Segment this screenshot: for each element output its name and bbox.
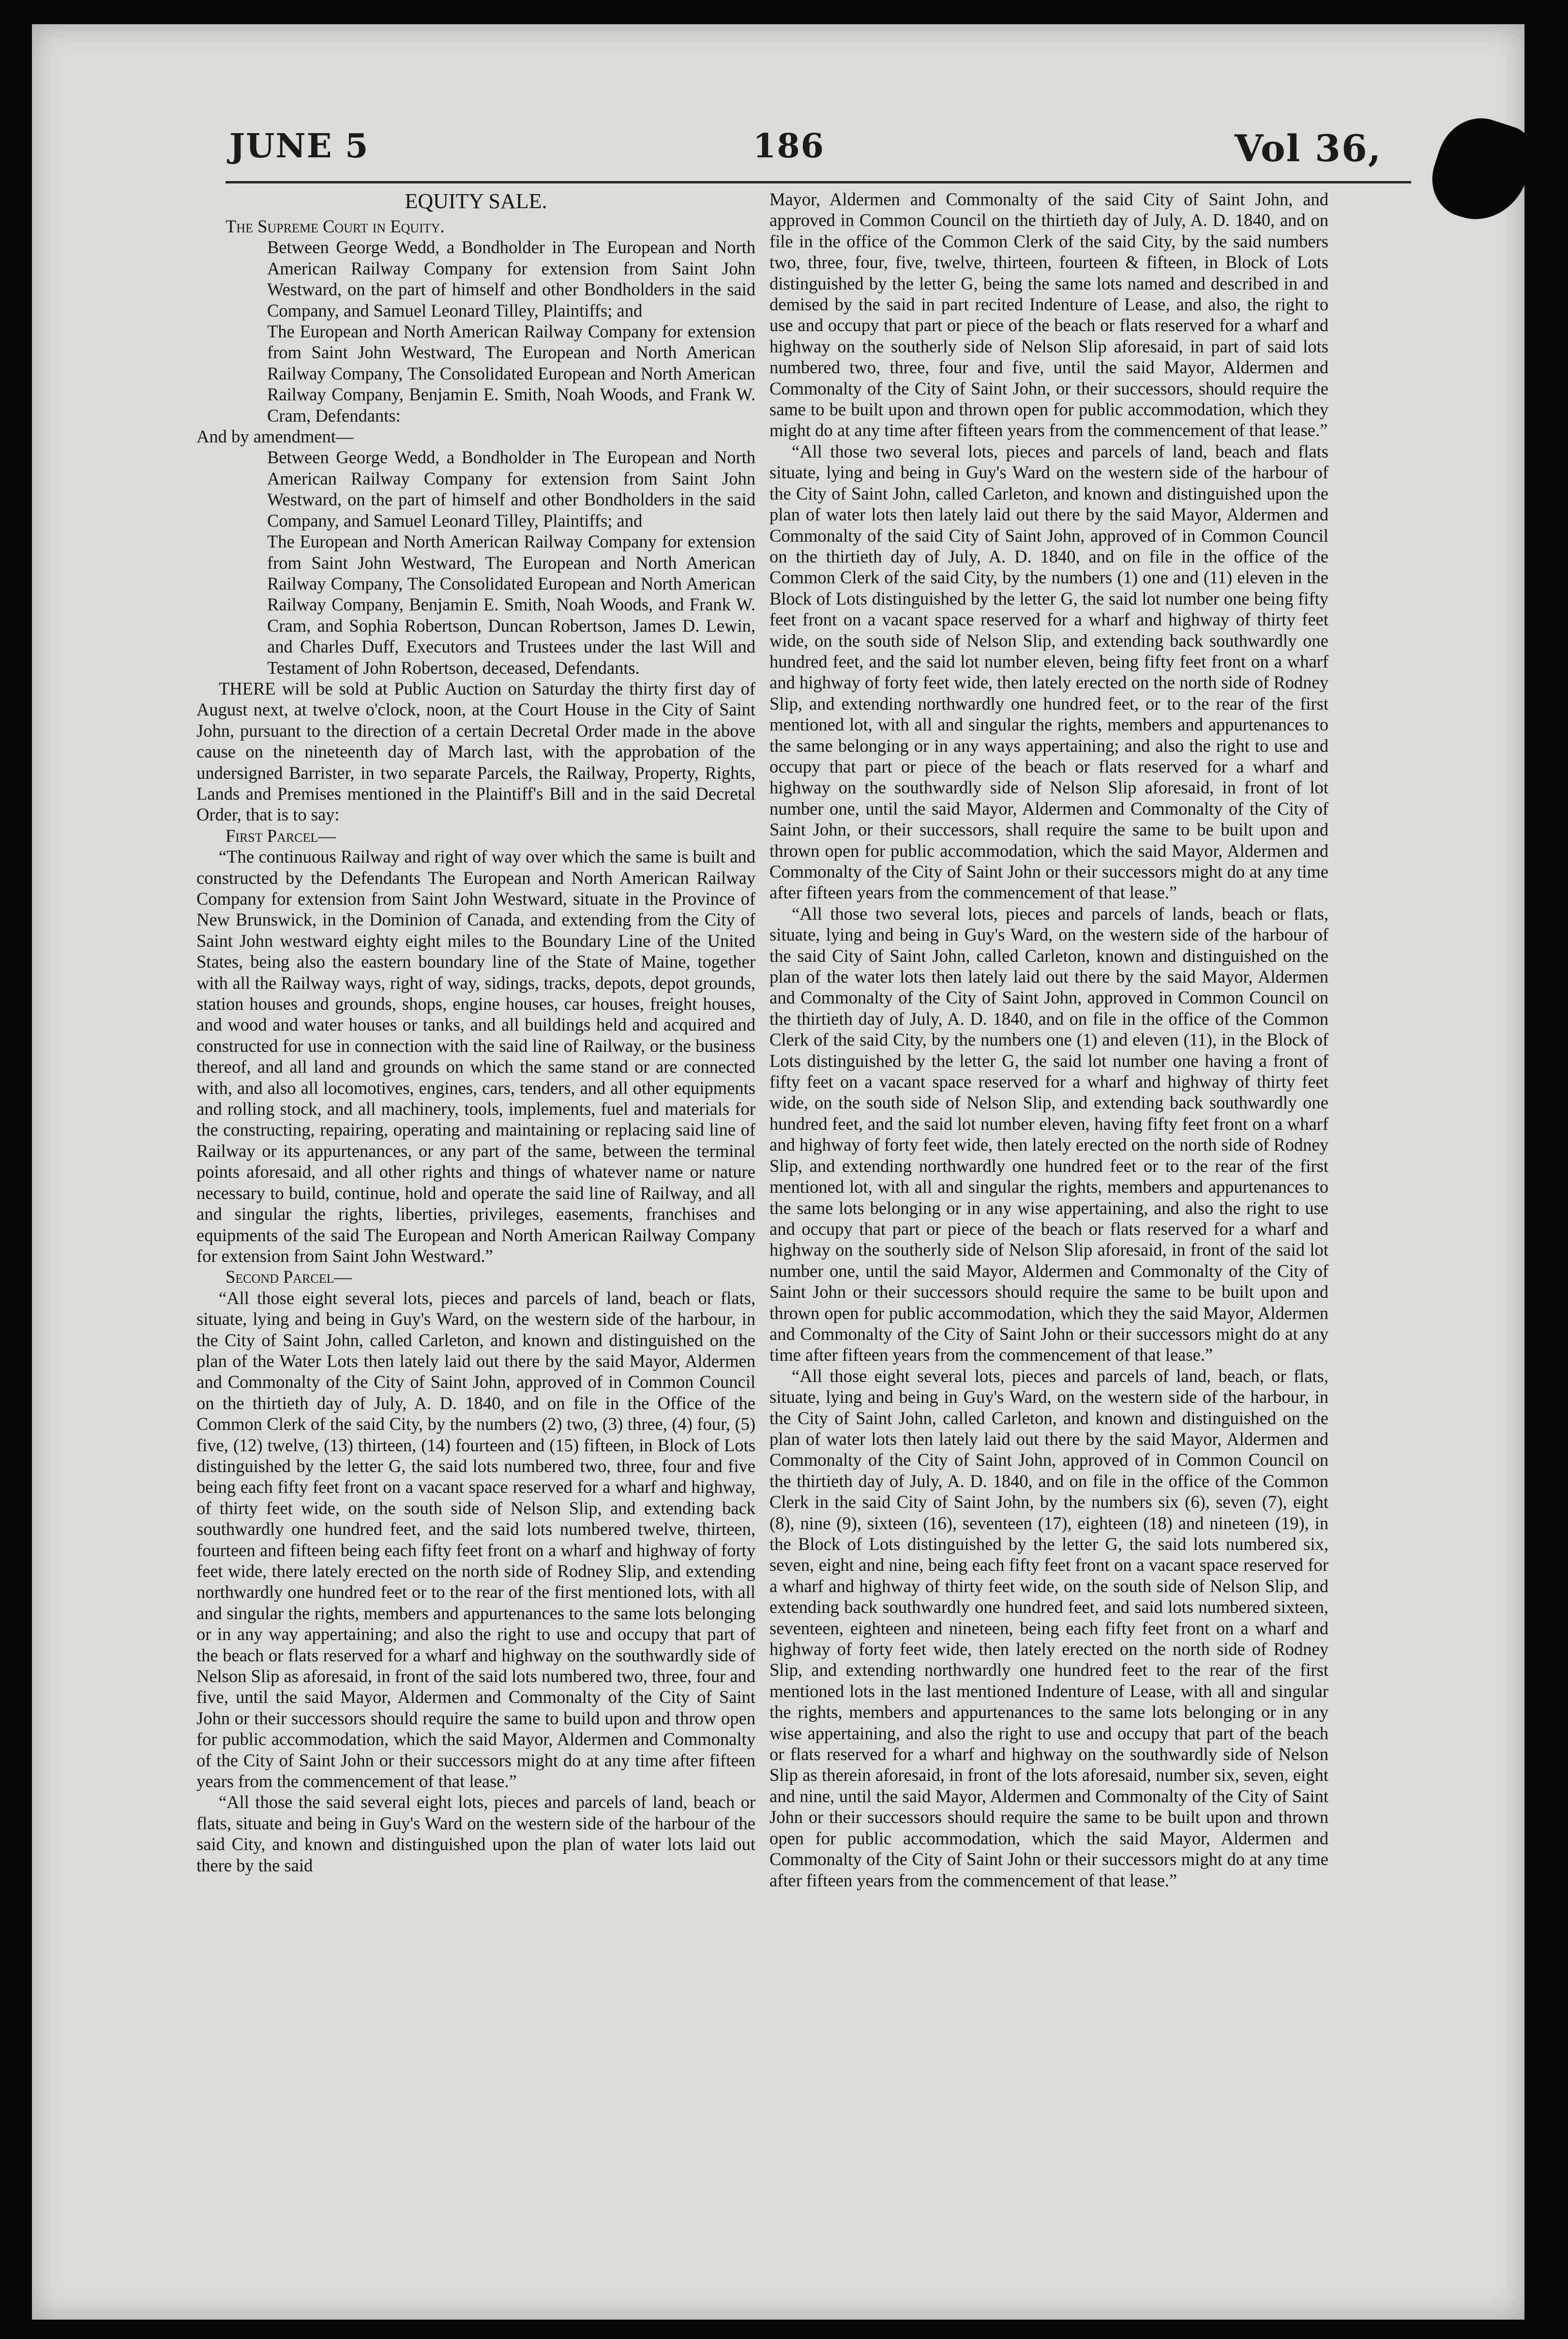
- header-volume: Vol 36,: [1235, 127, 1382, 170]
- continuation-text: “All those the said several eight lots, pieces and parcels of land, beach or flats, situate and being in Guy's Ward on the western side of the harbour of the said City, and known and distinguished upon the plan of water lots laid out there by the said: [196, 1792, 755, 1875]
- header-page-number: 186: [753, 127, 825, 166]
- amendment-label: And by amendment—: [196, 426, 354, 447]
- left-column: [196, 189, 755, 1876]
- right-paragraph-1: Mayor, Aldermen and Commonalty of the said City of Saint John, and approved in Common Council on the thirtieth day of July, A. D. 1840, and on file in the office of the Common Clerk of the said City, by the said numbers two, three, four, five, twelve, thirteen, fourteen & fifteen, in Block of Lots distinguished by the letter G, being the same lots named and described in and demised by the said in part recited Indenture of Lease, and also, the right to use and occupy that part or piece of the beach or flats reserved for a wharf and highway on the southerly side of Nelson Slip aforesaid, in part of said lots numbered two, three, four and five, until the said Mayor, Aldermen and Commonalty of the City of Saint John, or their successors, should require the same to be built upon and thrown open for public accommodation, which they might do at any time after fifteen years from the commencement of that lease.”: [769, 189, 1328, 440]
- newspaper-page: [32, 24, 1524, 2320]
- second-parcel-label: Second Parcel—: [226, 1267, 352, 1287]
- header-rule: [226, 181, 1411, 183]
- sale-notice: THERE will be sold at Public Auction on Saturday the thirty first day of August next, at twelve o'clock, noon, at the Court House in the City of Saint John, pursuant to the direction of a certain Decretal Order made in the above cause on the nineteenth day of March last, with the approbation of the undersigned Barrister, in two separate Parcels, the Railway, Property, Rights, Lands and Premises mentioned in the Plaintiff's Bill and in the said Decretal Order, that is to say:: [196, 678, 755, 825]
- parties-defendants: The European and North American Railway Company for extension from Saint John Westward, The European and North American Railway Company, The Consolidated European and North American Railway Company, Benjamin E. Smith, Noah Woods, and Frank W. Cram, Defendants:: [267, 321, 755, 425]
- parties-plaintiffs: Between George Wedd, a Bondholder in The European and North American Railway Company for extension from Saint John Westward, on the part of himself and other Bondholders in the said Company, and Samuel Leonard Tilley, Plaintiffs; and: [267, 237, 755, 320]
- right-paragraph-2: “All those two several lots, pieces and parcels of land, beach and flats situate, lying and being in Guy's Ward on the western side of the harbour of the City of Saint John, called Carleton, and known and distinguished upon the plan of water lots then lately laid out there by the said Mayor, Aldermen and Commonalty of the said City of Saint John, approved of in Common Council on the thirtieth day of July, A. D. 1840, and on file in the office of the Common Clerk of the said City, by the numbers (1) one and (11) eleven in the Block of Lots distinguished by the letter G, the said lot number one being fifty feet front on a vacant space reserved for a wharf and highway of thirty feet wide, on the south side of Nelson Slip, and extending back southwardly one hundred feet, and the said lot number eleven, being fifty feet front on a wharf and highway of forty feet wide, then lately erected on the north side of Rodney Slip, and extending northwardly one hundred feet, or to the rear of the first mentioned lot, with all and singular the rights, members and appurtenances to the same belonging or in any ways appertaining; and also the right to use and occupy that part or piece of the beach or flats reserved for a wharf and highway on the southwardly side of Nelson Slip aforesaid, in front of lot number one, until the said Mayor, Aldermen and Commonalty of the City of Saint John, or their successors, shall require the same to be built upon and thrown open for public accommodation, which the said Mayor, Aldermen and Commonalty of the City of Saint John or their successors might do at any time after fifteen years from the commencement of that lease.”: [769, 441, 1328, 903]
- page-header: [32, 24, 1524, 184]
- amended-defendants: The European and North American Railway Company for extension from Saint John Westward, The European and North American Railway Company, The Consolidated European and North American Railway Company, Benjamin E. Smith, Noah Woods, and Frank W. Cram, and Sophia Robertson, Duncan Robertson, James D. Lewin, and Charles Duff, Executors and Trustees under the last Will and Testament of John Robertson, deceased, Defendants.: [267, 532, 755, 678]
- header-date: JUNE 5: [229, 127, 369, 166]
- amended-plaintiffs: Between George Wedd, a Bondholder in The European and North American Railway Company for extension from Saint John Westward, on the part of himself and other Bondholders in the said Company, and Samuel Leonard Tilley, Plaintiffs; and: [267, 447, 755, 531]
- right-paragraph-3: “All those two several lots, pieces and parcels of lands, beach or flats, situate, lying and being in Guy's Ward, on the western side of the harbour of the said City of Saint John, called Carleton, known and distinguished on the plan of the water lots then lately laid out there by the said Mayor, Aldermen and Commonalty of the City of Saint John, approved in Common Council on the thirtieth day of July, A. D. 1840, and on file in the office of the Common Clerk of the said City, by the numbers one (1) and eleven (11), in the Block of Lots distinguished by the letter G, the said lot number one having a front of fifty feet on a vacant space reserved for a wharf and highway of thirty feet wide, on the south side of Nelson Slip, and extending back southwardly one hundred feet, and the said lot number eleven, having fifty feet front on a wharf and highway of forty feet wide, then lately erected on the north side of Rodney Slip, and extending northwardly one hundred feet or to the rear of the first mentioned lot, with all and singular the rights, members and appurtenances to the same lots belonging or in any wise appertaining, and also the right to use and occupy that part or piece of the beach or flats reserved for a wharf and highway on the southerly side of Nelson Slip aforesaid, in front of the said lot number one, until the said Mayor, Aldermen and Commonalty of the City of Saint John or their successors should require the same to be built upon and thrown open for public accommodation, which they the said Mayor, Aldermen and Commonalty of the City of Saint John or their successors might do at any time after fifteen years from the commencement of that lease.”: [769, 903, 1328, 1365]
- second-parcel-text: “All those eight several lots, pieces and parcels of land, beach or flats, situate, lying and being in Guy's Ward, on the western side of the harbour, in the City of Saint John, called Carleton, and known and distinguished on the plan of the Water Lots then lately laid out there by the said Mayor, Aldermen and Commonalty of the City of Saint John, approved of in Common Council on the thirtieth day of July, A. D. 1840, and on file in the Office of the Common Clerk of the said City, by the numbers (2) two, (3) three, (4) four, (5) five, (12) twelve, (13) thirteen, (14) fourteen and (15) fifteen, in Block of Lots distinguished by the letter G, the said lots numbered two, three, four and five being each fifty feet front on a vacant space reserved for a wharf and highway, of thirty feet wide, on the south side of Nelson Slip, and extending back southwardly one hundred feet, and the said lots numbered twelve, thirteen, fourteen and fifteen being each fifty feet front on a wharf and highway of forty feet wide, there lately erected on the north side of Rodney Slip, and extending northwardly one hundred feet or to the rear of the first mentioned lots, with all and singular the rights, members and appurtenances to the same lots belonging or in any way appertaining; and also the right to use and occupy that part of the beach or flats reserved for a wharf and highway on the southwardly side of Nelson Slip as aforesaid, in front of the said lots numbered two, three, four and five, until the said Mayor, Aldermen and Commonalty of the City of Saint John or their successors should require the same to build upon and throw open for public accommodation, which the said Mayor, Aldermen and Commonalty of the City of Saint John or their successors might do at any time after fifteen years from the commencement of that lease.”: [196, 1288, 755, 1792]
- court-name: The Supreme Court in Equity.: [226, 216, 445, 236]
- first-parcel-text: “The continuous Railway and right of way over which the same is built and constructed by the Defendants The European and North American Railway Company for extension from Saint John Westward, situate in the Province of New Brunswick, in the Dominion of Canada, and extending from the City of Saint John westward eighty eight miles to the Boundary Line of the United States, being also the eastern boundary line of the State of Maine, together with all the Railway ways, right of way, sidings, tracks, depots, depot grounds, station houses and grounds, shops, engine houses, car houses, freight houses, and wood and water houses or tanks, and all buildings held and acquired and constructed for use in connection with the said line of Railway, or the business thereof, and all land and grounds on which the same stand or are connected with, and also all locomotives, engines, cars, tenders, and all other equipments and rolling stock, and all machinery, tools, implements, fuel and materials for the constructing, repairing, operating and maintaining or replacing said line of Railway or its appurtenances, or any part of the same, between the terminal points aforesaid, and all other rights and things of whatever name or nature necessary to build, continue, hold and operate the said line of Railway, and all and singular the rights, liberties, privileges, easements, franchises and equipments of the said The European and North American Railway Company for extension from Saint John Westward.”: [196, 847, 755, 1266]
- right-column: [769, 189, 1328, 1891]
- right-paragraph-4: “All those eight several lots, pieces and parcels of land, beach, or flats, situate, lying and being in Guy's Ward, on the western side of the harbour, in the City of Saint John, called Carleton, and known and distinguished on the plan of water lots then lately laid out there by the said Mayor, Aldermen and Commonalty of the City of Saint John, approved of in Common Council on the thirtieth day of July, A. D. 1840, and on file in the office of the Common Clerk in the said City of Saint John, by the numbers six (6), seven (7), eight (8), nine (9), sixteen (16), seventeen (17), eighteen (18) and nineteen (19), in the Block of Lots distinguished by the letter G, the said lots numbered six, seven, eight and nine, being each fifty feet front on a vacant space reserved for a wharf and highway of thirty feet wide, on the south side of Nelson Slip, and extending back southwardly one hundred feet, and said lots numbered sixteen, seventeen, eighteen and nineteen, being each fifty feet front on a wharf and highway of forty feet wide, then lately erected on the north side of Rodney Slip, and extending northwardly one hundred feet to the rear of the first mentioned lots in the last mentioned Indenture of Lease, with all and singular the rights, members and appurtenances to the same lots belonging or in any wise appertaining, and also the right to use and occupy that part of the beach or flats reserved for a wharf and highway on the southwardly side of Nelson Slip as therein aforesaid, in front of the lots aforesaid, number six, seven, eight and nine, until the said Mayor, Aldermen and Commonalty of the City of Saint John or their successors should require the same to be built upon and thrown open for public accommodation, which the said Mayor, Aldermen and Commonalty of the City of Saint John or their successors might do at any time after fifteen years from the commencement of that lease.”: [769, 1366, 1328, 1890]
- notice-title: EQUITY SALE.: [405, 189, 547, 213]
- first-parcel-label: First Parcel—: [226, 825, 336, 846]
